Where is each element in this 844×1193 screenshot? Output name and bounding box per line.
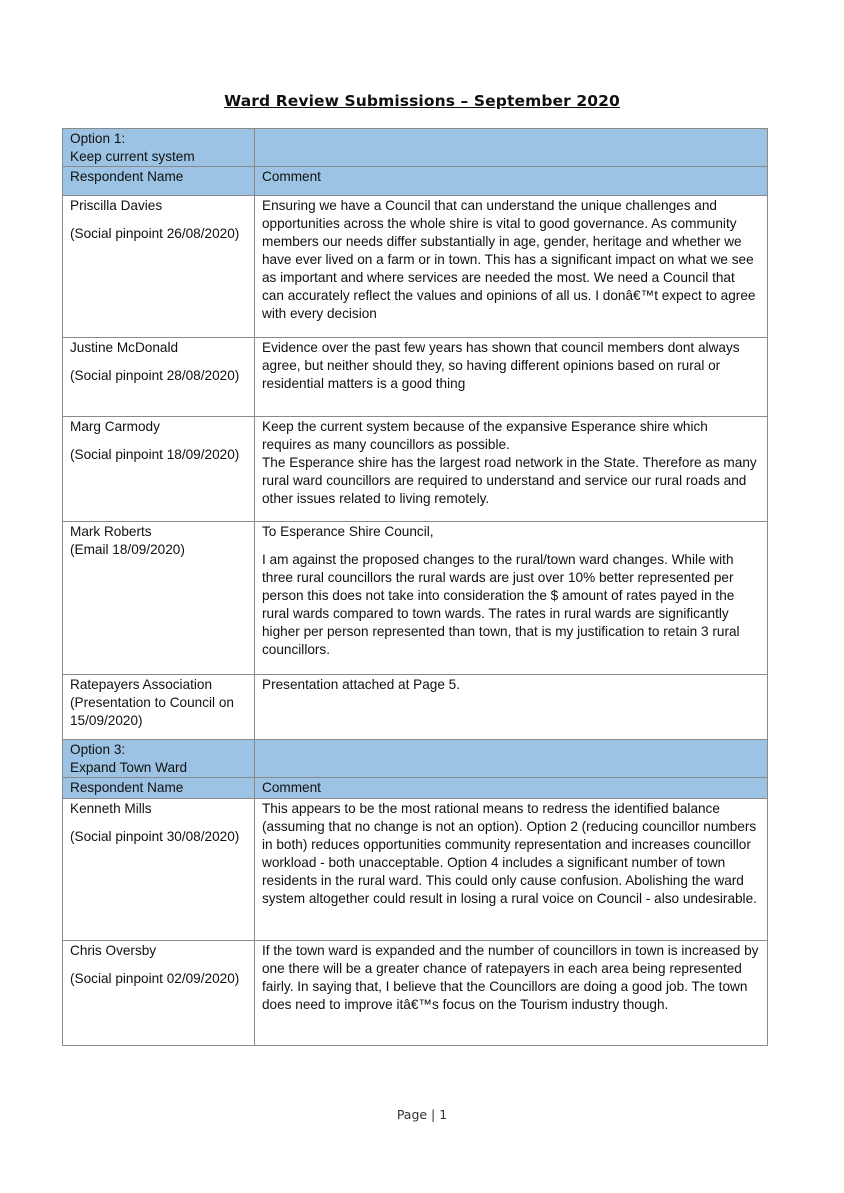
respondent-source: (Presentation to Council on 15/09/2020) xyxy=(70,695,234,728)
respondent-source: (Social pinpoint 18/09/2020) xyxy=(70,447,240,462)
comment-cell xyxy=(255,675,768,740)
comment-text: If the town ward is expanded and the number of councillors in town is increased by one there will be a greater chance of ratepayers in each area being represented fairly. In saying that, I believe that the Councillors are doing a good job. The town does need to improve itâ€™s focus on the Tourism industry though. xyxy=(262,943,759,1012)
comment-header: Comment xyxy=(255,167,768,196)
comment-greeting: To Esperance Shire Council, xyxy=(262,524,434,539)
option-title: Keep current system xyxy=(70,149,195,164)
page-number: Page | 1 xyxy=(396,1107,448,1122)
respondent-name-header: Respondent Name xyxy=(63,778,255,799)
comment-header: Comment xyxy=(255,778,768,799)
column-header-row xyxy=(63,778,768,799)
respondent-name: Marg Carmody xyxy=(70,419,160,434)
respondent-cell xyxy=(63,196,255,338)
respondent-cell xyxy=(63,522,255,675)
option-label-cell xyxy=(63,740,255,778)
respondent-name: Ratepayers Association xyxy=(70,677,213,692)
respondent-source: (Social pinpoint 28/08/2020) xyxy=(70,368,240,383)
table-row xyxy=(63,196,768,338)
submissions-table xyxy=(62,128,768,1046)
respondent-name: Mark Roberts xyxy=(70,524,152,539)
comment-cell xyxy=(255,941,768,1046)
option-title: Expand Town Ward xyxy=(70,760,188,775)
respondent-source: (Email 18/09/2020) xyxy=(70,542,185,557)
comment-cell xyxy=(255,522,768,675)
table-row xyxy=(63,417,768,522)
option-number: Option 3: xyxy=(70,742,126,757)
comment-text: Presentation attached at Page 5. xyxy=(262,677,461,692)
option-header-row xyxy=(63,740,768,778)
option-header-row xyxy=(63,129,768,167)
comment-text-continued: The Esperance shire has the largest road network in the State. Therefore as many rural ward councillors are required to understand and service our rural roads and other issues related to living remotely. xyxy=(262,455,757,506)
comment-cell xyxy=(255,196,768,338)
document-title: Ward Review Submissions – September 2020 xyxy=(224,92,620,110)
comment-cell xyxy=(255,799,768,941)
respondent-name: Kenneth Mills xyxy=(70,801,152,816)
respondent-cell xyxy=(63,338,255,417)
comment-cell xyxy=(255,338,768,417)
table-row xyxy=(63,941,768,1046)
table-row xyxy=(63,338,768,417)
table-row xyxy=(63,799,768,941)
respondent-source: (Social pinpoint 30/08/2020) xyxy=(70,829,240,844)
comment-text: Ensuring we have a Council that can understand the unique challenges and opportunities across the whole shire is vital to good governance. As community members our needs differ substantially in age, gender, heritage and whether we have ever lived on a farm or in town. This has a significant impact on what we see as important and where services are needed the most. We need a Council that can accurately reflect the values and opinions of all us. I donâ€™t expect to agree with every decision xyxy=(262,198,756,321)
option-empty-cell xyxy=(255,740,768,778)
table-row xyxy=(63,522,768,675)
comment-text: I am against the proposed changes to the rural/town ward changes. While with three rural councillors the rural wards are just over 10% better represented per person this does not take into consideration the $ amount of rates payed in the rural wards compared to town wards. The rates in rural wards are significantly higher per person represented than town, that is my justification to retain 3 rural councillors. xyxy=(262,552,740,657)
respondent-name: Justine McDonald xyxy=(70,340,179,355)
respondent-source: (Social pinpoint 02/09/2020) xyxy=(70,971,240,986)
comment-text: This appears to be the most rational means to redress the identified balance (assuming that no change is not an option). Option 2 (reducing councillor numbers in both) reduces opportunities community representation and increases councillor workload - both unacceptable. Option 4 includes a significant number of town residents in the rural ward. This could only cause confusion. Abolishing the ward system altogether could result in losing a rural voice on Council - also undesirable. xyxy=(262,801,757,906)
comment-cell xyxy=(255,417,768,522)
respondent-cell xyxy=(63,941,255,1046)
column-header-row xyxy=(63,167,768,196)
respondent-name: Priscilla Davies xyxy=(70,198,163,213)
table-row xyxy=(63,675,768,740)
respondent-name: Chris Oversby xyxy=(70,943,157,958)
respondent-cell xyxy=(63,799,255,941)
respondent-cell xyxy=(63,417,255,522)
respondent-cell xyxy=(63,675,255,740)
option-number: Option 1: xyxy=(70,131,126,146)
respondent-name-header: Respondent Name xyxy=(63,167,255,196)
option-label-cell xyxy=(63,129,255,167)
respondent-source: (Social pinpoint 26/08/2020) xyxy=(70,226,240,241)
comment-text: Keep the current system because of the expansive Esperance shire which requires as many councillors as possible. xyxy=(262,419,708,452)
comment-text: Evidence over the past few years has shown that council members dont always agree, but neither should they, so having different opinions based on rural or residential matters is a good thing xyxy=(262,340,740,391)
option-empty-cell xyxy=(255,129,768,167)
